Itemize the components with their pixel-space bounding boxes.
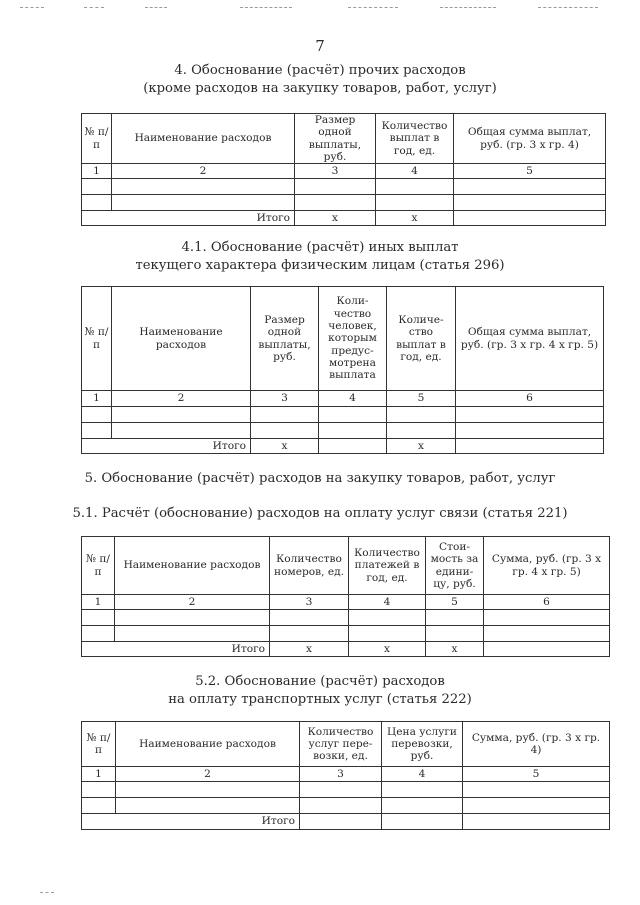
table-cell xyxy=(115,626,270,642)
col-header: № п/п xyxy=(82,537,115,595)
col-number: 1 xyxy=(82,164,112,179)
table-cell xyxy=(82,610,115,626)
total-row xyxy=(82,439,604,454)
section-5-1-title: 5.1. Расчёт (обоснование) расходов на оплату услуг связи (статья 221) xyxy=(72,506,568,521)
table-row xyxy=(82,610,610,626)
scan-mark xyxy=(40,892,54,894)
table-cell xyxy=(251,407,319,423)
total-row xyxy=(82,642,610,657)
table-cell xyxy=(251,423,319,439)
total-cell xyxy=(454,211,606,226)
col-number: 5 xyxy=(426,595,484,610)
total-cell: х xyxy=(295,211,376,226)
table-cell xyxy=(376,179,454,195)
table-row xyxy=(82,423,604,439)
table-cell xyxy=(112,423,251,439)
table-cell xyxy=(112,195,295,211)
total-cell xyxy=(463,814,610,830)
total-cell xyxy=(382,814,463,830)
table-row xyxy=(82,626,610,642)
col-header: Размер одной выплаты, руб. xyxy=(295,114,376,164)
table-cell xyxy=(112,407,251,423)
table-row xyxy=(82,195,606,211)
total-label: Итого xyxy=(82,439,251,454)
table-cell xyxy=(300,782,382,798)
total-cell: х xyxy=(426,642,484,657)
section-4-1-title-line1: 4.1. Обоснование (расчёт) иных выплат xyxy=(181,240,459,255)
table-section-5-1 xyxy=(81,536,610,657)
total-cell: х xyxy=(387,439,456,454)
total-cell: х xyxy=(270,642,349,657)
col-header: Стои-мость за едини-цу, руб. xyxy=(426,537,484,595)
table-cell xyxy=(116,782,300,798)
col-header: Общая сумма выплат, руб. (гр. 3 х гр. 4 х гр. 5) xyxy=(456,287,604,391)
table-header-row xyxy=(82,537,610,595)
section-4-title-line2: (кроме расходов на закупку товаров, работ, услуг) xyxy=(143,81,497,96)
table-cell xyxy=(454,195,606,211)
col-number: 2 xyxy=(116,767,300,782)
col-number: 2 xyxy=(115,595,270,610)
table-section-4 xyxy=(81,113,606,226)
table-cell xyxy=(426,626,484,642)
table-cell xyxy=(300,798,382,814)
col-header: Размер одной выплаты, руб. xyxy=(251,287,319,391)
total-label: Итого xyxy=(82,211,295,226)
col-header: Общая сумма выплат, руб. (гр. 3 х гр. 4) xyxy=(454,114,606,164)
col-header: № п/п xyxy=(82,722,116,767)
table-cell xyxy=(270,610,349,626)
table-row xyxy=(82,798,610,814)
table-cell xyxy=(115,610,270,626)
col-header: Наименование расходов xyxy=(112,114,295,164)
table-section-4-1 xyxy=(81,286,604,454)
table-cell xyxy=(387,407,456,423)
col-header: № п/п xyxy=(82,287,112,391)
col-number: 1 xyxy=(82,595,115,610)
col-number: 3 xyxy=(270,595,349,610)
total-cell: х xyxy=(376,211,454,226)
table-cell xyxy=(456,423,604,439)
table-cell xyxy=(82,423,112,439)
table-cell xyxy=(349,626,426,642)
table-cell xyxy=(463,782,610,798)
col-header: Цена услуги перевозки, руб. xyxy=(382,722,463,767)
col-number: 2 xyxy=(112,164,295,179)
total-cell xyxy=(300,814,382,830)
column-number-row xyxy=(82,595,610,610)
table-cell xyxy=(82,626,115,642)
total-cell xyxy=(319,439,387,454)
col-header: Количество выплат в год, ед. xyxy=(376,114,454,164)
col-number: 1 xyxy=(82,391,112,407)
table-row xyxy=(82,179,606,195)
col-number: 4 xyxy=(382,767,463,782)
total-cell xyxy=(456,439,604,454)
scan-mark xyxy=(240,7,292,9)
total-row xyxy=(82,814,610,830)
col-number: 5 xyxy=(387,391,456,407)
table-cell xyxy=(82,782,116,798)
scan-mark xyxy=(440,7,496,9)
col-header: Количество услуг пере-возки, ед. xyxy=(300,722,382,767)
total-label: Итого xyxy=(82,642,270,657)
total-row xyxy=(82,211,606,226)
col-header: Сумма, руб. (гр. 3 х гр. 4 х гр. 5) xyxy=(484,537,610,595)
section-5-title: 5. Обоснование (расчёт) расходов на закупку товаров, работ, услуг xyxy=(84,471,556,486)
total-cell xyxy=(484,642,610,657)
scan-mark xyxy=(20,7,44,9)
column-number-row xyxy=(82,391,604,407)
table-row xyxy=(82,407,604,423)
col-number: 4 xyxy=(376,164,454,179)
section-5-2-title-line1: 5.2. Обоснование (расчёт) расходов xyxy=(195,674,445,689)
col-header: Сумма, руб. (гр. 3 х гр. 4) xyxy=(463,722,610,767)
table-cell xyxy=(454,179,606,195)
col-header: Количество платежей в год, ед. xyxy=(349,537,426,595)
table-cell xyxy=(82,195,112,211)
table-cell xyxy=(463,798,610,814)
table-cell xyxy=(319,407,387,423)
scan-mark xyxy=(538,7,598,9)
column-number-row xyxy=(82,767,610,782)
table-cell xyxy=(376,195,454,211)
col-header: Наименование расходов xyxy=(112,287,251,391)
col-number: 1 xyxy=(82,767,116,782)
col-header: Наименование расходов xyxy=(116,722,300,767)
table-cell xyxy=(319,423,387,439)
col-number: 4 xyxy=(349,595,426,610)
section-4-title-line1: 4. Обоснование (расчёт) прочих расходов xyxy=(174,63,466,78)
scan-mark xyxy=(84,7,104,9)
col-header: № п/п xyxy=(82,114,112,164)
col-number: 3 xyxy=(251,391,319,407)
col-number: 3 xyxy=(295,164,376,179)
table-cell xyxy=(116,798,300,814)
table-cell xyxy=(349,610,426,626)
table-cell xyxy=(295,195,376,211)
table-cell xyxy=(387,423,456,439)
table-section-5-2 xyxy=(81,721,610,830)
col-number: 5 xyxy=(454,164,606,179)
total-label: Итого xyxy=(82,814,300,830)
table-cell xyxy=(456,407,604,423)
total-cell: х xyxy=(349,642,426,657)
table-cell xyxy=(112,179,295,195)
table-cell xyxy=(484,626,610,642)
table-cell xyxy=(426,610,484,626)
col-number: 6 xyxy=(456,391,604,407)
col-number: 2 xyxy=(112,391,251,407)
table-cell xyxy=(82,407,112,423)
table-cell xyxy=(484,610,610,626)
table-cell xyxy=(382,782,463,798)
total-cell: х xyxy=(251,439,319,454)
table-cell xyxy=(382,798,463,814)
table-cell xyxy=(82,179,112,195)
section-4-1-title-line2: текущего характера физическим лицам (статья 296) xyxy=(135,258,505,273)
section-5-2-title-line2: на оплату транспортных услуг (статья 222) xyxy=(168,692,472,707)
table-header-row xyxy=(82,722,610,767)
table-cell xyxy=(82,798,116,814)
col-header: Наименование расходов xyxy=(115,537,270,595)
col-header: Количе-ство выплат в год, ед. xyxy=(387,287,456,391)
column-number-row xyxy=(82,164,606,179)
page-number: 7 xyxy=(315,37,325,55)
col-header: Количество номеров, ед. xyxy=(270,537,349,595)
table-row xyxy=(82,782,610,798)
col-number: 5 xyxy=(463,767,610,782)
table-header-row xyxy=(82,287,604,391)
scan-mark xyxy=(348,7,398,9)
col-number: 6 xyxy=(484,595,610,610)
table-header-row xyxy=(82,114,606,164)
col-number: 3 xyxy=(300,767,382,782)
table-cell xyxy=(295,179,376,195)
scan-mark xyxy=(145,7,167,9)
table-cell xyxy=(270,626,349,642)
col-header: Коли-чество человек, которым предус-мотрена выплата xyxy=(319,287,387,391)
col-number: 4 xyxy=(319,391,387,407)
